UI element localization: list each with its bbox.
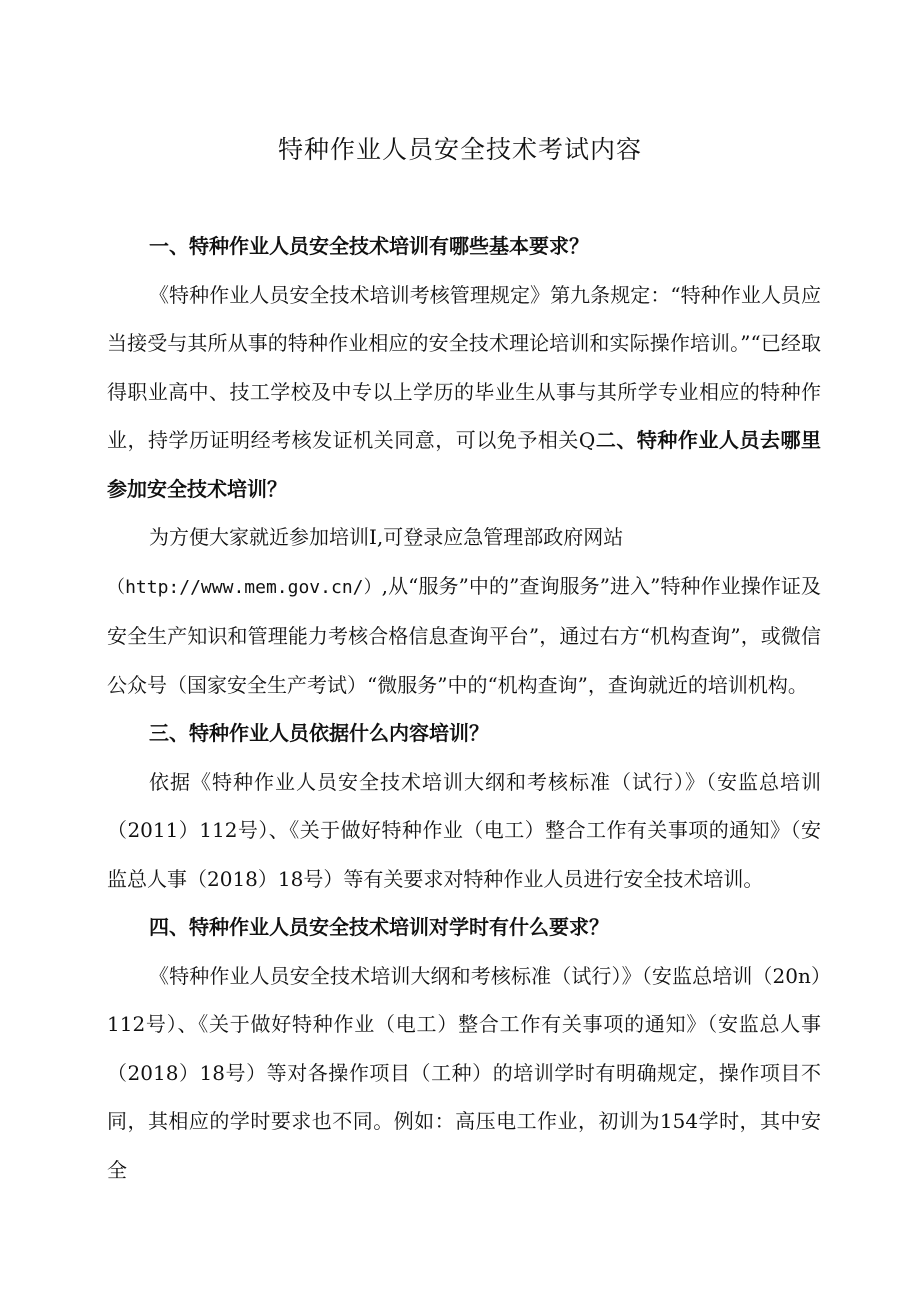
section-2-heading: 二、特种作业人员去哪里参加安全技术培训？ xyxy=(107,428,822,501)
section-3-heading: 三、特种作业人员依据什么内容培训？ xyxy=(149,721,489,745)
document-title: 特种作业人员安全技术考试内容 xyxy=(277,135,642,164)
section-4-paragraph: 《特种作业人员安全技术培训大纲和考核标准（试行）》（安监总培训（20n）112号）、《关于做好特种作业（电工）整合工作有关事项的通知》（安监总人事（2018）18号）等对各操作项目（工种）的培训学时有明确规定，操作项目不同，其相应的学时要求也不同。例如：高压电工作业，初训为154学时，其中安全 xyxy=(107,963,821,1182)
section-3-paragraph: 依据《特种作业人员安全技术培训大纲和考核标准（试行）》（安监总培训（2011）112号）、《关于做好特种作业（电工）整合工作有关事项的通知》（安监总人事（2018）18号）等有关要求对特种作业人员进行安全技术培训。 xyxy=(107,769,821,891)
section-4-heading: 四、特种作业人员安全技术培训对学时有什么要求？ xyxy=(149,915,609,939)
mem-website-link[interactable]: （http://www.mem.gov.cn/） xyxy=(107,576,382,598)
section-1-heading: 一、特种作业人员安全技术培训有哪些基本要求？ xyxy=(149,234,589,258)
document-body xyxy=(107,222,821,1194)
section-1-text: 《特种作业人员安全技术培训考核管理规定》第九条规定：“特种作业人员应当接受与其所从事的特种作业相应的安全技术理论培训和实际操作培训。”“已经取得职业高中、技工学校及中专以上学历的毕业生从事与其所学专业相应的特种作业，持学历证明经考核发证机关同意，可以免予相关Q xyxy=(107,282,821,452)
section-2-paragraph xyxy=(107,562,821,710)
section-2-paragraph-intro: 为方便大家就近参加培训I,可登录应急管理部政府网站 xyxy=(149,525,624,549)
section-2-text: ,从“服务”中的”查询服务”进入”特种作业操作证及安全生产知识和管理能力考核合格信息查询平台”，通过右方“机构查询”，或微信公众号（国家安全生产考试）“微服务”中的“机构查询”，查询就近的培训机构。 xyxy=(107,573,821,697)
section-1-paragraph xyxy=(107,271,821,514)
